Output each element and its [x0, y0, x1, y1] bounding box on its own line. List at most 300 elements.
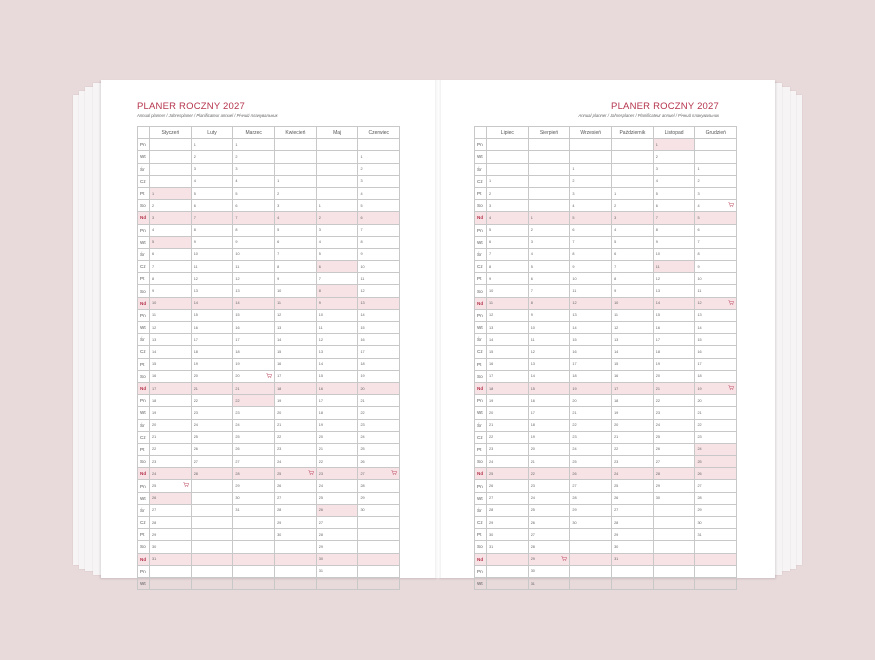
- day-cell[interactable]: 27: [528, 529, 570, 541]
- day-cell[interactable]: 28: [275, 504, 317, 516]
- day-cell[interactable]: 10: [612, 297, 654, 309]
- day-cell[interactable]: 5: [150, 236, 192, 248]
- day-cell[interactable]: 30: [358, 504, 400, 516]
- day-cell[interactable]: [358, 529, 400, 541]
- day-cell[interactable]: 21: [695, 407, 737, 419]
- day-cell[interactable]: 24: [316, 480, 358, 492]
- day-cell[interactable]: 7: [316, 273, 358, 285]
- day-cell[interactable]: 16: [612, 370, 654, 382]
- day-cell[interactable]: 20: [358, 382, 400, 394]
- day-cell[interactable]: 6: [612, 248, 654, 260]
- day-cell[interactable]: [191, 541, 233, 553]
- day-cell[interactable]: 6: [695, 224, 737, 236]
- day-cell[interactable]: 8: [695, 248, 737, 260]
- day-cell[interactable]: 3: [233, 163, 275, 175]
- day-cell[interactable]: 23: [612, 456, 654, 468]
- day-cell[interactable]: 15: [191, 309, 233, 321]
- day-cell[interactable]: [653, 504, 695, 516]
- day-cell[interactable]: 11: [570, 285, 612, 297]
- day-cell[interactable]: 13: [528, 358, 570, 370]
- day-cell[interactable]: [653, 553, 695, 565]
- day-cell[interactable]: 27: [695, 480, 737, 492]
- day-cell[interactable]: 27: [653, 456, 695, 468]
- day-cell[interactable]: 2: [528, 224, 570, 236]
- day-cell[interactable]: 8: [487, 261, 529, 273]
- day-cell[interactable]: 5: [233, 187, 275, 199]
- day-cell[interactable]: [653, 565, 695, 577]
- day-cell[interactable]: 13: [653, 285, 695, 297]
- day-cell[interactable]: 25: [233, 431, 275, 443]
- day-cell[interactable]: 18: [528, 419, 570, 431]
- day-cell[interactable]: 11: [528, 334, 570, 346]
- day-cell[interactable]: 26: [612, 492, 654, 504]
- day-cell[interactable]: 5: [653, 187, 695, 199]
- day-cell[interactable]: 31: [316, 565, 358, 577]
- day-cell[interactable]: 22: [612, 443, 654, 455]
- day-cell[interactable]: 9: [695, 261, 737, 273]
- day-cell[interactable]: 29: [570, 504, 612, 516]
- day-cell[interactable]: 4: [358, 187, 400, 199]
- day-cell[interactable]: 11: [233, 261, 275, 273]
- day-cell[interactable]: 8: [358, 236, 400, 248]
- day-cell[interactable]: 29: [233, 480, 275, 492]
- day-cell[interactable]: 3: [275, 200, 317, 212]
- day-cell[interactable]: 10: [191, 248, 233, 260]
- day-cell[interactable]: 1: [191, 139, 233, 151]
- day-cell[interactable]: 20: [316, 431, 358, 443]
- day-cell[interactable]: 13: [487, 322, 529, 334]
- day-cell[interactable]: 17: [487, 370, 529, 382]
- day-cell[interactable]: 28: [528, 541, 570, 553]
- day-cell[interactable]: 31: [233, 504, 275, 516]
- day-cell[interactable]: [150, 139, 192, 151]
- day-cell[interactable]: 6: [191, 200, 233, 212]
- day-cell[interactable]: 20: [487, 407, 529, 419]
- day-cell[interactable]: [695, 541, 737, 553]
- day-cell[interactable]: 14: [528, 370, 570, 382]
- day-cell[interactable]: 29: [612, 529, 654, 541]
- day-cell[interactable]: 16: [191, 322, 233, 334]
- day-cell[interactable]: [528, 200, 570, 212]
- day-cell[interactable]: 24: [275, 456, 317, 468]
- day-cell[interactable]: 22: [275, 431, 317, 443]
- day-cell[interactable]: 14: [150, 346, 192, 358]
- day-cell[interactable]: 28: [612, 517, 654, 529]
- day-cell[interactable]: [358, 553, 400, 565]
- day-cell[interactable]: 29: [358, 492, 400, 504]
- day-cell[interactable]: 9: [612, 285, 654, 297]
- day-cell[interactable]: 4: [316, 236, 358, 248]
- day-cell[interactable]: [150, 565, 192, 577]
- day-cell[interactable]: 13: [191, 285, 233, 297]
- day-cell[interactable]: 26: [150, 492, 192, 504]
- day-cell[interactable]: 31: [487, 541, 529, 553]
- day-cell[interactable]: 8: [316, 285, 358, 297]
- day-cell[interactable]: 20: [570, 395, 612, 407]
- day-cell[interactable]: 26: [695, 468, 737, 480]
- day-cell[interactable]: [487, 163, 529, 175]
- day-cell[interactable]: 21: [275, 419, 317, 431]
- day-cell[interactable]: 27: [275, 492, 317, 504]
- day-cell[interactable]: 9: [570, 261, 612, 273]
- day-cell[interactable]: 10: [150, 297, 192, 309]
- day-cell[interactable]: 16: [233, 322, 275, 334]
- day-cell[interactable]: 15: [612, 358, 654, 370]
- day-cell[interactable]: 28: [233, 468, 275, 480]
- day-cell[interactable]: 29: [275, 517, 317, 529]
- day-cell[interactable]: [358, 541, 400, 553]
- day-cell[interactable]: 3: [487, 200, 529, 212]
- day-cell[interactable]: 3: [612, 212, 654, 224]
- day-cell[interactable]: [487, 139, 529, 151]
- day-cell[interactable]: [653, 517, 695, 529]
- day-cell[interactable]: 11: [487, 297, 529, 309]
- day-cell[interactable]: 21: [358, 395, 400, 407]
- day-cell[interactable]: 16: [528, 395, 570, 407]
- day-cell[interactable]: 12: [150, 322, 192, 334]
- day-cell[interactable]: 1: [358, 151, 400, 163]
- day-cell[interactable]: 9: [191, 236, 233, 248]
- day-cell[interactable]: [570, 139, 612, 151]
- day-cell[interactable]: [570, 565, 612, 577]
- day-cell[interactable]: [653, 529, 695, 541]
- day-cell[interactable]: 13: [233, 285, 275, 297]
- day-cell[interactable]: 25: [358, 443, 400, 455]
- day-cell[interactable]: 28: [358, 480, 400, 492]
- day-cell[interactable]: 12: [612, 322, 654, 334]
- day-cell[interactable]: 26: [358, 456, 400, 468]
- day-cell[interactable]: 3: [653, 163, 695, 175]
- day-cell[interactable]: [570, 529, 612, 541]
- day-cell[interactable]: [233, 529, 275, 541]
- day-cell[interactable]: 28: [570, 492, 612, 504]
- day-cell[interactable]: 9: [150, 285, 192, 297]
- day-cell[interactable]: 2: [570, 175, 612, 187]
- day-cell[interactable]: 19: [358, 370, 400, 382]
- day-cell[interactable]: [487, 553, 529, 565]
- day-cell[interactable]: 8: [150, 273, 192, 285]
- day-cell[interactable]: 21: [150, 431, 192, 443]
- day-cell[interactable]: 10: [316, 309, 358, 321]
- day-cell[interactable]: [191, 553, 233, 565]
- day-cell[interactable]: 17: [528, 407, 570, 419]
- day-cell[interactable]: 21: [612, 431, 654, 443]
- day-cell[interactable]: 1: [150, 187, 192, 199]
- day-cell[interactable]: 1: [653, 139, 695, 151]
- day-cell[interactable]: [233, 553, 275, 565]
- day-cell[interactable]: [653, 541, 695, 553]
- day-cell[interactable]: 21: [570, 407, 612, 419]
- day-cell[interactable]: 25: [528, 504, 570, 516]
- day-cell[interactable]: 12: [695, 297, 737, 309]
- day-cell[interactable]: 16: [275, 358, 317, 370]
- day-cell[interactable]: 19: [233, 358, 275, 370]
- day-cell[interactable]: 23: [487, 443, 529, 455]
- day-cell[interactable]: 12: [528, 346, 570, 358]
- day-cell[interactable]: 18: [358, 358, 400, 370]
- day-cell[interactable]: 23: [191, 407, 233, 419]
- day-cell[interactable]: 7: [275, 248, 317, 260]
- day-cell[interactable]: 10: [570, 273, 612, 285]
- day-cell[interactable]: 29: [695, 504, 737, 516]
- day-cell[interactable]: 3: [150, 212, 192, 224]
- day-cell[interactable]: 26: [316, 504, 358, 516]
- day-cell[interactable]: 21: [191, 382, 233, 394]
- day-cell[interactable]: 16: [487, 358, 529, 370]
- day-cell[interactable]: [570, 151, 612, 163]
- day-cell[interactable]: 23: [570, 431, 612, 443]
- day-cell[interactable]: 5: [358, 200, 400, 212]
- day-cell[interactable]: 22: [695, 419, 737, 431]
- day-cell[interactable]: 19: [612, 407, 654, 419]
- day-cell[interactable]: 30: [233, 492, 275, 504]
- day-cell[interactable]: 31: [528, 577, 570, 589]
- day-cell[interactable]: 18: [487, 382, 529, 394]
- day-cell[interactable]: [695, 577, 737, 589]
- day-cell[interactable]: 2: [358, 163, 400, 175]
- day-cell[interactable]: [150, 151, 192, 163]
- day-cell[interactable]: 12: [487, 309, 529, 321]
- day-cell[interactable]: 1: [695, 163, 737, 175]
- day-cell[interactable]: 6: [358, 212, 400, 224]
- day-cell[interactable]: 4: [233, 175, 275, 187]
- day-cell[interactable]: 9: [316, 297, 358, 309]
- day-cell[interactable]: 21: [487, 419, 529, 431]
- day-cell[interactable]: 17: [233, 334, 275, 346]
- day-cell[interactable]: 8: [191, 224, 233, 236]
- day-cell[interactable]: 31: [612, 553, 654, 565]
- day-cell[interactable]: 28: [487, 504, 529, 516]
- day-cell[interactable]: 19: [150, 407, 192, 419]
- day-cell[interactable]: 17: [653, 334, 695, 346]
- day-cell[interactable]: 7: [570, 236, 612, 248]
- day-cell[interactable]: [612, 151, 654, 163]
- day-cell[interactable]: 23: [358, 419, 400, 431]
- day-cell[interactable]: 28: [316, 529, 358, 541]
- day-cell[interactable]: 19: [528, 431, 570, 443]
- day-cell[interactable]: 4: [695, 200, 737, 212]
- day-cell[interactable]: 14: [487, 334, 529, 346]
- day-cell[interactable]: 1: [528, 212, 570, 224]
- day-cell[interactable]: 27: [358, 468, 400, 480]
- day-cell[interactable]: 14: [612, 346, 654, 358]
- day-cell[interactable]: 6: [487, 236, 529, 248]
- day-cell[interactable]: 5: [487, 224, 529, 236]
- day-cell[interactable]: [191, 504, 233, 516]
- day-cell[interactable]: 6: [275, 236, 317, 248]
- day-cell[interactable]: 22: [570, 419, 612, 431]
- day-cell[interactable]: [528, 175, 570, 187]
- day-cell[interactable]: 1: [487, 175, 529, 187]
- day-cell[interactable]: [275, 139, 317, 151]
- day-cell[interactable]: 16: [316, 382, 358, 394]
- day-cell[interactable]: 19: [316, 419, 358, 431]
- day-cell[interactable]: [191, 492, 233, 504]
- day-cell[interactable]: 29: [653, 480, 695, 492]
- day-cell[interactable]: [695, 139, 737, 151]
- day-cell[interactable]: 5: [316, 248, 358, 260]
- day-cell[interactable]: 18: [570, 370, 612, 382]
- day-cell[interactable]: 15: [358, 322, 400, 334]
- day-cell[interactable]: [191, 517, 233, 529]
- day-cell[interactable]: 27: [487, 492, 529, 504]
- day-cell[interactable]: 15: [570, 334, 612, 346]
- day-cell[interactable]: 4: [487, 212, 529, 224]
- day-cell[interactable]: 1: [316, 200, 358, 212]
- day-cell[interactable]: 18: [316, 407, 358, 419]
- day-cell[interactable]: 11: [150, 309, 192, 321]
- day-cell[interactable]: 13: [695, 309, 737, 321]
- day-cell[interactable]: 26: [487, 480, 529, 492]
- day-cell[interactable]: 15: [528, 382, 570, 394]
- day-cell[interactable]: 4: [275, 212, 317, 224]
- day-cell[interactable]: [233, 577, 275, 589]
- day-cell[interactable]: 22: [358, 407, 400, 419]
- day-cell[interactable]: 18: [275, 382, 317, 394]
- day-cell[interactable]: 16: [150, 370, 192, 382]
- day-cell[interactable]: 17: [570, 358, 612, 370]
- day-cell[interactable]: 29: [487, 517, 529, 529]
- day-cell[interactable]: 11: [316, 322, 358, 334]
- day-cell[interactable]: 7: [653, 212, 695, 224]
- day-cell[interactable]: 17: [191, 334, 233, 346]
- day-cell[interactable]: 4: [528, 248, 570, 260]
- day-cell[interactable]: 30: [275, 529, 317, 541]
- day-cell[interactable]: 15: [695, 334, 737, 346]
- day-cell[interactable]: 30: [653, 492, 695, 504]
- day-cell[interactable]: 28: [150, 517, 192, 529]
- day-cell[interactable]: 11: [275, 297, 317, 309]
- day-cell[interactable]: 28: [695, 492, 737, 504]
- day-cell[interactable]: 17: [358, 346, 400, 358]
- day-cell[interactable]: 15: [275, 346, 317, 358]
- day-cell[interactable]: 16: [653, 322, 695, 334]
- day-cell[interactable]: 8: [653, 224, 695, 236]
- day-cell[interactable]: 2: [275, 187, 317, 199]
- day-cell[interactable]: 29: [316, 541, 358, 553]
- day-cell[interactable]: [191, 577, 233, 589]
- day-cell[interactable]: 6: [150, 248, 192, 260]
- day-cell[interactable]: [358, 139, 400, 151]
- day-cell[interactable]: [612, 139, 654, 151]
- day-cell[interactable]: 9: [487, 273, 529, 285]
- day-cell[interactable]: 2: [695, 175, 737, 187]
- day-cell[interactable]: [191, 529, 233, 541]
- day-cell[interactable]: [150, 163, 192, 175]
- day-cell[interactable]: 1: [275, 175, 317, 187]
- day-cell[interactable]: 10: [487, 285, 529, 297]
- day-cell[interactable]: 18: [653, 346, 695, 358]
- day-cell[interactable]: 3: [358, 175, 400, 187]
- day-cell[interactable]: [316, 151, 358, 163]
- day-cell[interactable]: 20: [612, 419, 654, 431]
- day-cell[interactable]: 7: [191, 212, 233, 224]
- day-cell[interactable]: [612, 565, 654, 577]
- day-cell[interactable]: 25: [570, 456, 612, 468]
- day-cell[interactable]: 7: [612, 261, 654, 273]
- day-cell[interactable]: 22: [528, 468, 570, 480]
- day-cell[interactable]: 11: [612, 309, 654, 321]
- day-cell[interactable]: 9: [275, 273, 317, 285]
- day-cell[interactable]: 16: [570, 346, 612, 358]
- day-cell[interactable]: 24: [528, 492, 570, 504]
- day-cell[interactable]: 9: [653, 236, 695, 248]
- day-cell[interactable]: 6: [528, 273, 570, 285]
- day-cell[interactable]: 19: [653, 358, 695, 370]
- day-cell[interactable]: 26: [528, 517, 570, 529]
- day-cell[interactable]: 22: [316, 456, 358, 468]
- day-cell[interactable]: 20: [150, 419, 192, 431]
- day-cell[interactable]: 28: [653, 468, 695, 480]
- day-cell[interactable]: 15: [150, 358, 192, 370]
- day-cell[interactable]: 25: [487, 468, 529, 480]
- day-cell[interactable]: 9: [233, 236, 275, 248]
- day-cell[interactable]: 3: [316, 224, 358, 236]
- day-cell[interactable]: 7: [695, 236, 737, 248]
- day-cell[interactable]: [275, 577, 317, 589]
- day-cell[interactable]: [528, 163, 570, 175]
- day-cell[interactable]: [358, 565, 400, 577]
- day-cell[interactable]: 14: [316, 358, 358, 370]
- day-cell[interactable]: 24: [653, 419, 695, 431]
- day-cell[interactable]: 23: [275, 443, 317, 455]
- day-cell[interactable]: 24: [150, 468, 192, 480]
- day-cell[interactable]: 26: [570, 468, 612, 480]
- day-cell[interactable]: 11: [358, 273, 400, 285]
- day-cell[interactable]: 6: [233, 200, 275, 212]
- day-cell[interactable]: 4: [612, 224, 654, 236]
- day-cell[interactable]: 17: [612, 382, 654, 394]
- day-cell[interactable]: [316, 139, 358, 151]
- day-cell[interactable]: [275, 565, 317, 577]
- day-cell[interactable]: 24: [695, 443, 737, 455]
- day-cell[interactable]: 7: [150, 261, 192, 273]
- day-cell[interactable]: 10: [528, 322, 570, 334]
- day-cell[interactable]: 20: [233, 370, 275, 382]
- day-cell[interactable]: 1: [570, 163, 612, 175]
- day-cell[interactable]: 20: [275, 407, 317, 419]
- day-cell[interactable]: 25: [695, 456, 737, 468]
- day-cell[interactable]: 12: [358, 285, 400, 297]
- day-cell[interactable]: 24: [358, 431, 400, 443]
- day-cell[interactable]: 18: [233, 346, 275, 358]
- day-cell[interactable]: 30: [528, 565, 570, 577]
- day-cell[interactable]: 18: [150, 395, 192, 407]
- day-cell[interactable]: 24: [233, 419, 275, 431]
- day-cell[interactable]: 30: [487, 529, 529, 541]
- day-cell[interactable]: 5: [612, 236, 654, 248]
- day-cell[interactable]: 5: [191, 187, 233, 199]
- day-cell[interactable]: 4: [653, 175, 695, 187]
- day-cell[interactable]: 14: [570, 322, 612, 334]
- day-cell[interactable]: 31: [695, 529, 737, 541]
- day-cell[interactable]: 2: [150, 200, 192, 212]
- day-cell[interactable]: 7: [233, 212, 275, 224]
- day-cell[interactable]: 24: [191, 419, 233, 431]
- day-cell[interactable]: 20: [191, 370, 233, 382]
- day-cell[interactable]: 22: [191, 395, 233, 407]
- day-cell[interactable]: 27: [233, 456, 275, 468]
- day-cell[interactable]: [570, 577, 612, 589]
- day-cell[interactable]: [150, 577, 192, 589]
- day-cell[interactable]: 6: [653, 200, 695, 212]
- day-cell[interactable]: 15: [233, 309, 275, 321]
- day-cell[interactable]: 24: [612, 468, 654, 480]
- day-cell[interactable]: 15: [316, 370, 358, 382]
- day-cell[interactable]: 19: [191, 358, 233, 370]
- day-cell[interactable]: [358, 577, 400, 589]
- day-cell[interactable]: 15: [653, 309, 695, 321]
